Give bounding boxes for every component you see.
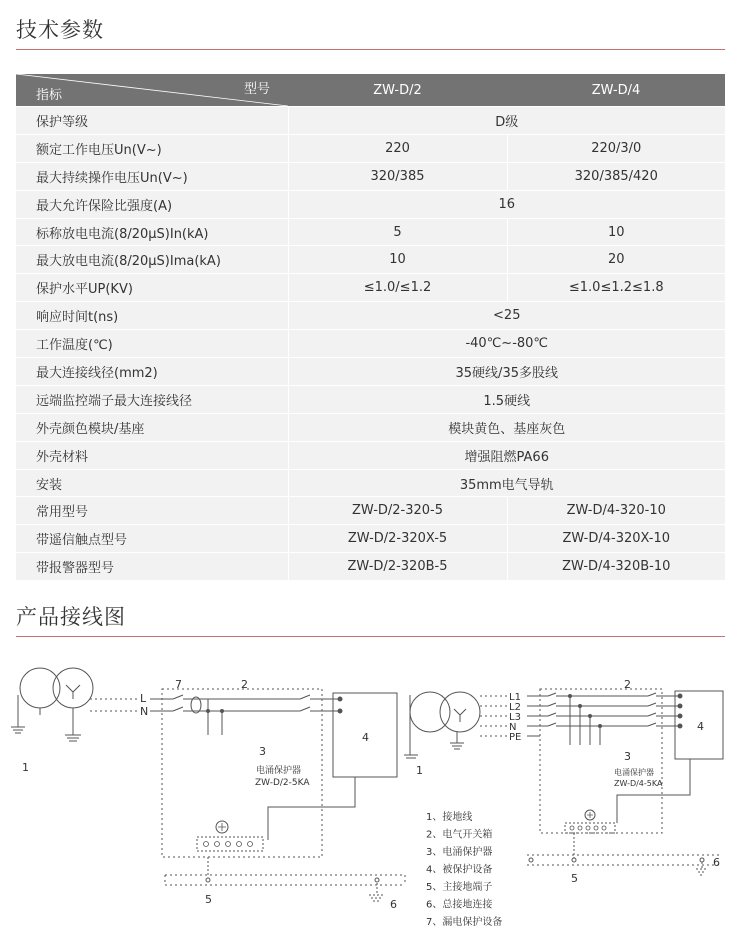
row-label: 标称放电电流(8/20μS)In(kA) xyxy=(16,218,288,246)
table-row xyxy=(16,358,725,386)
table-row xyxy=(16,525,725,553)
table-row xyxy=(16,385,725,413)
row-value-merged: 模块黄色、基座灰色 xyxy=(288,413,725,441)
legend-item: 6、总接地连接 xyxy=(426,899,493,911)
left-label-6: 6 xyxy=(390,898,397,911)
left-diagram xyxy=(11,668,405,901)
table-row xyxy=(16,218,725,246)
table-row xyxy=(16,302,725,330)
legend-item: 7、漏电保护设备 xyxy=(426,917,503,928)
row-value-zwd4: ZW-D/4-320B-10 xyxy=(507,553,725,581)
legend-item: 1、接地线 xyxy=(426,812,473,823)
left-label-7: 7 xyxy=(175,678,182,691)
right-device-name: 电涌保护器 xyxy=(614,768,654,777)
row-value-zwd2: 320/385 xyxy=(288,162,507,190)
table-row xyxy=(16,107,725,135)
row-label: 工作温度(℃) xyxy=(16,330,288,358)
row-label: 保护水平UP(KV) xyxy=(16,274,288,302)
left-label-3: 3 xyxy=(259,745,266,758)
table-row xyxy=(16,441,725,469)
row-label: 带遥信触点型号 xyxy=(16,525,288,553)
row-value-zwd2: ZW-D/2-320-5 xyxy=(288,497,507,525)
row-value-merged: <25 xyxy=(288,302,725,330)
left-label-5: 5 xyxy=(205,893,212,906)
row-label: 响应时间t(ns) xyxy=(16,302,288,330)
header-model-label: 型号 xyxy=(243,82,270,97)
row-value-zwd4: 220/3/0 xyxy=(507,134,725,162)
row-value-merged: 1.5硬线 xyxy=(288,385,725,413)
right-device-model: ZW-D/4-5KA xyxy=(614,779,663,788)
table-row xyxy=(16,134,725,162)
table-row xyxy=(16,330,725,358)
row-label: 远端监控端子最大连接线径 xyxy=(16,385,288,413)
row-label: 外壳颜色模块/基座 xyxy=(16,413,288,441)
row-value-zwd2: 220 xyxy=(288,134,507,162)
table-row xyxy=(16,553,725,581)
right-label-PE: PE xyxy=(509,732,522,743)
left-label-2: 2 xyxy=(241,678,248,691)
row-label: 外壳材料 xyxy=(16,441,288,469)
row-value-zwd2: ZW-D/2-320X-5 xyxy=(288,525,507,553)
row-value-merged: 35mm电气导轨 xyxy=(288,469,725,497)
row-label: 常用型号 xyxy=(16,497,288,525)
right-label-L1: L1 xyxy=(509,692,521,703)
row-label: 最大持续操作电压Un(V~) xyxy=(16,162,288,190)
row-label: 保护等级 xyxy=(16,107,288,135)
row-label: 最大连接线径(mm2) xyxy=(16,358,288,386)
row-value-merged: -40℃~-80℃ xyxy=(288,330,725,358)
row-label: 安装 xyxy=(16,469,288,497)
legend-item: 5、主接地端子 xyxy=(426,882,493,893)
right-label-2: 2 xyxy=(624,678,631,691)
row-value-merged: 增强阻燃PA66 xyxy=(288,441,725,469)
legend-item: 3、电涌保护器 xyxy=(426,847,493,858)
row-value-zwd4: ≤1.0≤1.2≤1.8 xyxy=(507,274,725,302)
header-col-zwd4: ZW-D/4 xyxy=(507,74,725,107)
row-value-zwd4: 10 xyxy=(507,218,725,246)
table-row xyxy=(16,190,725,218)
header-col-zwd2: ZW-D/2 xyxy=(288,74,507,107)
right-label-4: 4 xyxy=(697,720,704,733)
table-row xyxy=(16,497,725,525)
row-value-zwd2: ≤1.0/≤1.2 xyxy=(288,274,507,302)
section-title-tech-params: 技术参数 xyxy=(16,18,104,42)
right-label-N: N xyxy=(509,722,517,733)
row-value-zwd2: ZW-D/2-320B-5 xyxy=(288,553,507,581)
table-row xyxy=(16,469,725,497)
row-value-merged: 16 xyxy=(288,190,725,218)
right-label-3: 3 xyxy=(624,750,631,763)
header-index-label: 指标 xyxy=(36,88,63,103)
row-value-merged: 35硬线/35多股线 xyxy=(288,358,725,386)
title-divider xyxy=(16,49,725,50)
table-row xyxy=(16,246,725,274)
table-row xyxy=(16,162,725,190)
section-title-wiring: 产品接线图 xyxy=(16,605,126,629)
left-label-L: L xyxy=(140,692,147,705)
row-value-zwd4: ZW-D/4-320X-10 xyxy=(507,525,725,553)
table-header-row xyxy=(16,74,725,107)
legend-item: 2、电气开关箱 xyxy=(426,829,493,841)
spec-table xyxy=(16,74,725,581)
row-label: 最大放电电流(8/20μS)Ima(kA) xyxy=(16,246,288,274)
table-row xyxy=(16,274,725,302)
legend xyxy=(426,810,502,928)
row-value-zwd4: ZW-D/4-320-10 xyxy=(507,497,725,525)
legend-item: 4、被保护设备 xyxy=(426,864,493,876)
title-divider-2 xyxy=(16,636,725,637)
row-label: 最大允许保险比强度(A) xyxy=(16,190,288,218)
row-value-zwd2: 10 xyxy=(288,246,507,274)
right-label-6: 6 xyxy=(713,856,720,869)
row-value-zwd4: 20 xyxy=(507,246,725,274)
row-value-merged: D级 xyxy=(288,107,725,135)
right-label-5: 5 xyxy=(571,872,578,885)
row-value-zwd2: 5 xyxy=(288,218,507,246)
right-label-1: 1 xyxy=(416,764,423,777)
header-diagonal-cell xyxy=(16,74,288,107)
left-device-model: ZW-D/2-5KA xyxy=(255,778,310,788)
right-label-L3: L3 xyxy=(509,712,521,723)
left-device-name: 电涌保护器 xyxy=(256,766,302,776)
left-label-N: N xyxy=(140,705,149,718)
row-value-zwd4: 320/385/420 xyxy=(507,162,725,190)
row-label: 额定工作电压Un(V~) xyxy=(16,134,288,162)
left-label-4: 4 xyxy=(362,731,369,744)
left-label-1: 1 xyxy=(22,761,29,774)
right-label-L2: L2 xyxy=(509,702,521,713)
table-row xyxy=(16,413,725,441)
wiring-diagram xyxy=(0,655,742,934)
row-label: 带报警器型号 xyxy=(16,553,288,581)
